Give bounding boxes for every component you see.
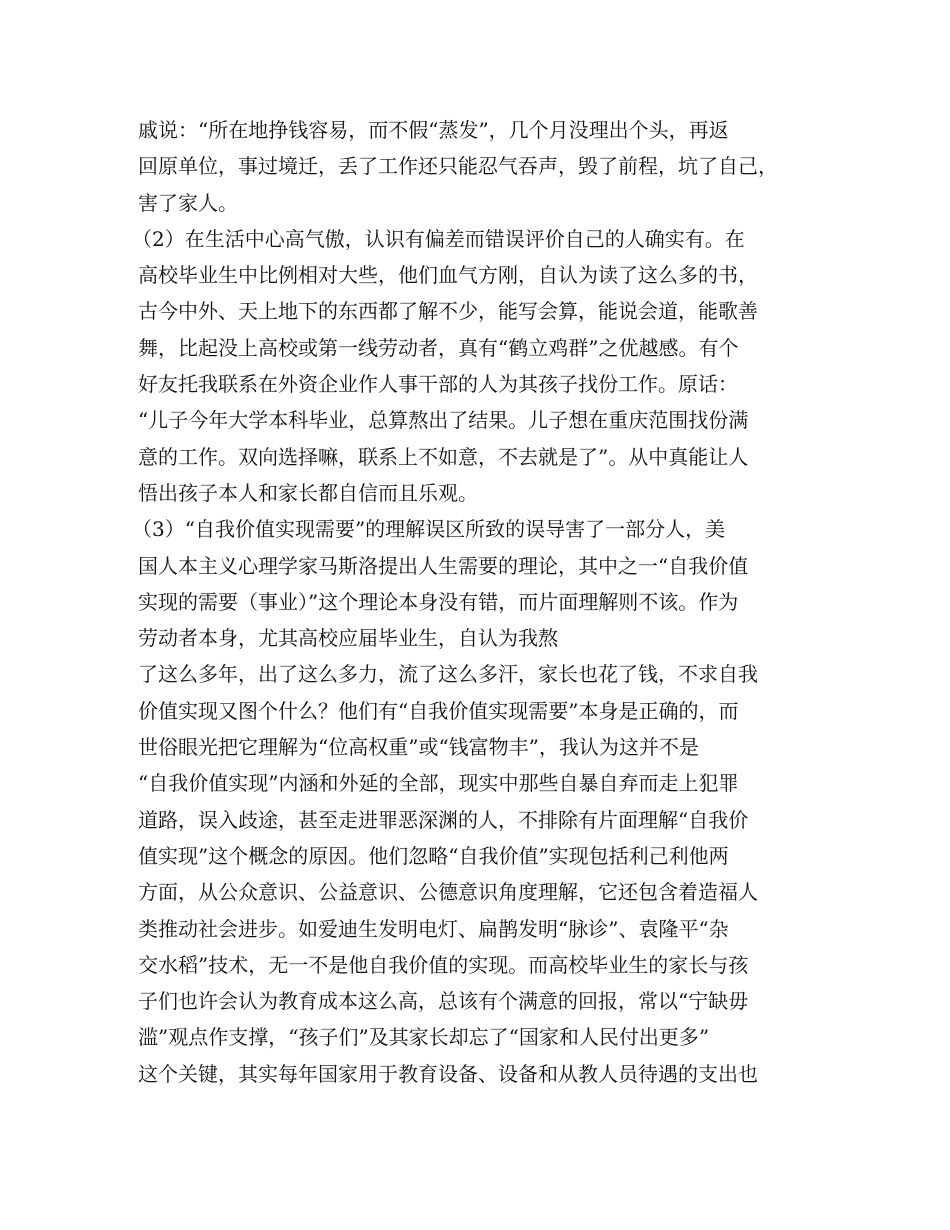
text-line: 国人本主义心理学家马斯洛提出人生需要的理论，其中之一“自我价值 <box>138 553 749 578</box>
text-line: 子们也许会认为教育成本这么高，总该有个满意的回报，常以“宁缺毋 <box>138 989 749 1014</box>
text-line: 类推动社会进步。如爱迪生发明电灯、扁鹊发明“脉诊”、袁隆平“杂 <box>138 916 729 941</box>
text-line: “儿子今年大学本科毕业，总算熬出了结果。儿子想在重庆范围找份满 <box>138 408 749 433</box>
text-line: 值实现”这个概念的原因。他们忽略“自我价值”实现包括利己利他两 <box>138 843 729 868</box>
text-line: （2）在生活中心高气傲，认识有偏差而错误评价自己的人确实有。在 <box>132 226 745 251</box>
text-line: 价值实现又图个什么？他们有“自我价值实现需要”本身是正确的，而 <box>138 698 739 723</box>
text-line: “自我价值实现”内涵和外延的全部，现实中那些自暴自弃而走上犯罪 <box>138 771 739 796</box>
text-line: 交水稻”技术，无一不是他自我价值的实现。而高校毕业生的家长与孩 <box>138 952 749 977</box>
text-line: 劳动者本身，尤其高校应届毕业生，自认为我熬 <box>138 626 558 651</box>
text-line: 这个关键，其实每年国家用于教育设备、设备和从教人员待遇的支出也 <box>138 1061 758 1086</box>
text-line: 戚说：“所在地挣钱容易，而不假“蒸发”，几个月没理出个头，再返 <box>138 118 729 142</box>
text-line: 滥”观点作支撑，“孩子们”及其家长却忘了“国家和人民付出更多” <box>138 1025 710 1050</box>
text-line: 了这么多年，出了这么多力，流了这么多汗，家长也花了钱，不求自我 <box>138 662 758 687</box>
text-line: 意的工作。双向选择嘛，联系上不如意，不去就是了”。从中真能让人 <box>138 444 749 469</box>
text-line: 舞，比起没上高校或第一线劳动者，真有“鹤立鸡群”之优越感。有个 <box>138 335 739 360</box>
text-line: 高校毕业生中比例相对大些，他们血气方刚，自认为读了这么多的书， <box>138 263 758 288</box>
text-line: 好友托我联系在外资企业作人事干部的人为其孩子找份工作。原话： <box>138 372 738 397</box>
text-line: 悟出孩子本人和家长都自信而且乐观。 <box>138 480 478 505</box>
text-line: 回原单位，事过境迁，丢了工作还只能忍气吞声，毁了前程，坑了自己， <box>138 154 778 179</box>
text-line: 害了家人。 <box>138 190 238 215</box>
text-line: （3）“自我价值实现需要”的理解误区所致的误导害了一部分人，美 <box>132 517 726 542</box>
text-line: 世俗眼光把它理解为“位高权重”或“钱富物丰”，我认为这并不是 <box>138 735 699 760</box>
body-text <box>132 112 838 1092</box>
text-line: 古今中外、天上地下的东西都了解不少，能写会算，能说会道，能歌善 <box>138 299 758 324</box>
text-line: 道路，误入歧途，甚至走进罪恶深渊的人，不排除有片面理解“自我价 <box>138 807 749 832</box>
text-line: 方面，从公众意识、公益意识、公德意识角度理解，它还包含着造福人 <box>138 880 758 905</box>
text-line: 实现的需要（事业）”这个理论本身没有错，而片面理解则不该。作为 <box>138 589 739 614</box>
